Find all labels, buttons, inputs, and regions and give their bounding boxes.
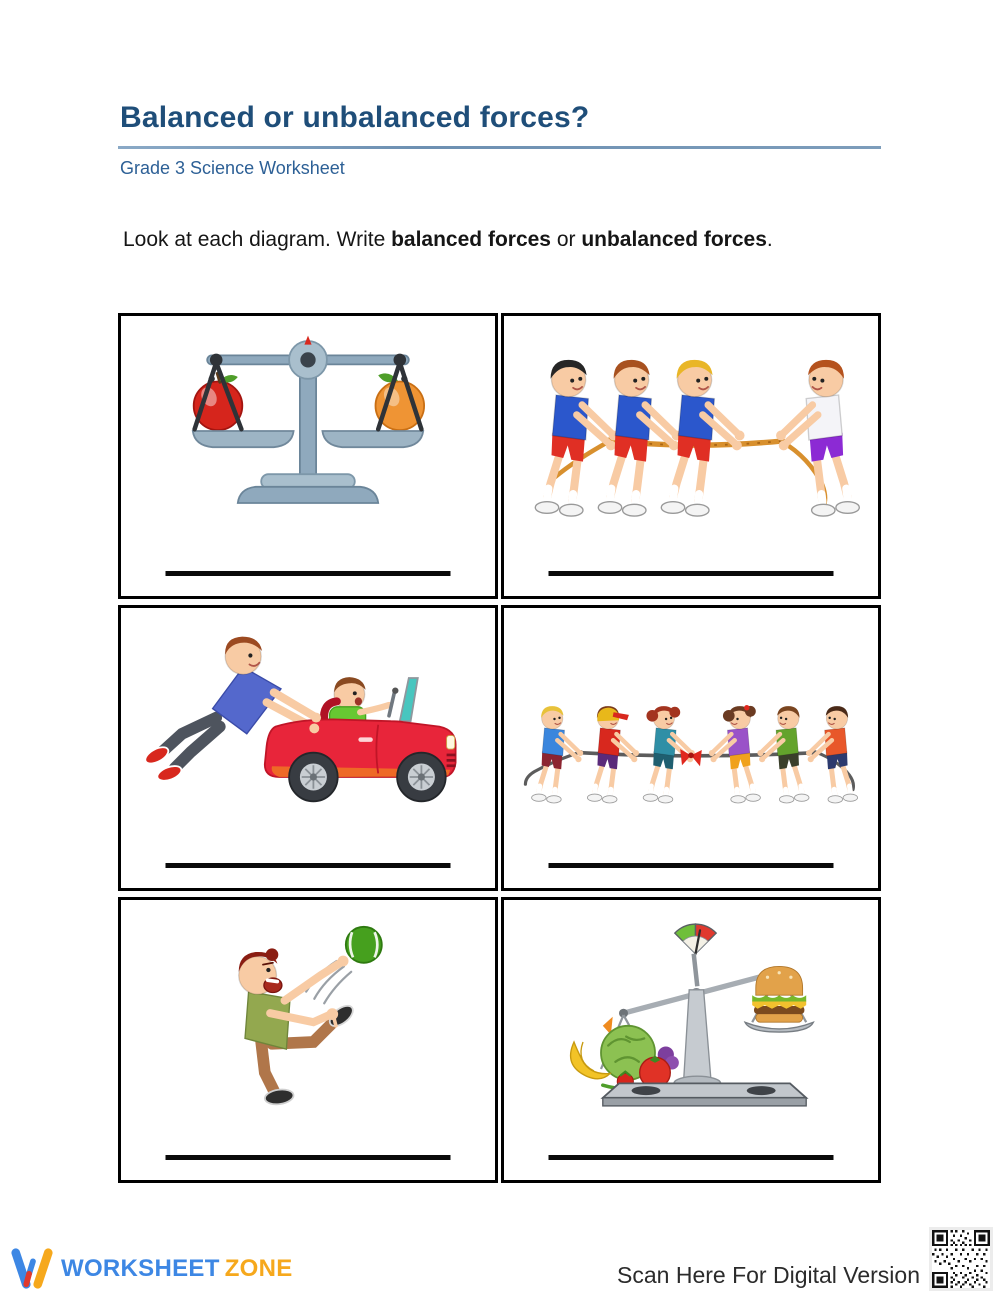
answer-blank-1[interactable] [166, 571, 451, 576]
answer-blank-5[interactable] [166, 1155, 451, 1160]
worksheet-cell-1 [118, 313, 498, 599]
tug-of-war-three-vs-three-illustration [504, 610, 878, 836]
tilted-scale-icon [516, 907, 866, 1123]
scan-here-text: Scan Here For Digital Version [617, 1262, 920, 1288]
tug-of-war-three-vs-one-illustration [504, 318, 878, 544]
worksheetzone-logo [10, 1244, 293, 1294]
worksheet-cell-2 [501, 313, 881, 599]
worksheet-cell-5 [118, 897, 498, 1183]
balance-scale-icon [133, 323, 483, 539]
logo-word-worksheet: WORKSHEET [61, 1255, 220, 1282]
answer-blank-4[interactable] [549, 863, 834, 868]
worksheet-grid [118, 313, 881, 1183]
qr-code-icon [932, 1230, 990, 1288]
tug-of-war-balanced-icon [516, 615, 866, 831]
worksheet-cell-4 [501, 605, 881, 891]
man-throwing-ball-icon [133, 907, 483, 1123]
answer-blank-6[interactable] [549, 1155, 834, 1160]
answer-blank-2[interactable] [549, 571, 834, 576]
worksheet-cell-6 [501, 897, 881, 1183]
answer-blank-3[interactable] [166, 863, 451, 868]
man-pushing-car-illustration [121, 610, 495, 836]
tilted-scale-illustration [504, 902, 878, 1128]
logo-text [61, 1255, 293, 1283]
page-subtitle: Grade 3 Science Worksheet [120, 158, 345, 178]
title-divider [118, 146, 881, 149]
page-title: Balanced or unbalanced forces? [120, 101, 590, 134]
logo-word-zone: ZONE [224, 1255, 293, 1282]
instruction-text: Look at each diagram. Write balanced forces or unbalanced forces. [123, 228, 773, 251]
man-pushing-car-icon [133, 615, 483, 831]
man-throwing-ball-illustration [121, 902, 495, 1128]
worksheet-cell-3 [118, 605, 498, 891]
logo-w-icon [10, 1244, 54, 1294]
balance-scale-apple-orange-illustration [121, 318, 495, 544]
tug-of-war-icon [516, 323, 866, 539]
qr-code [929, 1227, 993, 1291]
